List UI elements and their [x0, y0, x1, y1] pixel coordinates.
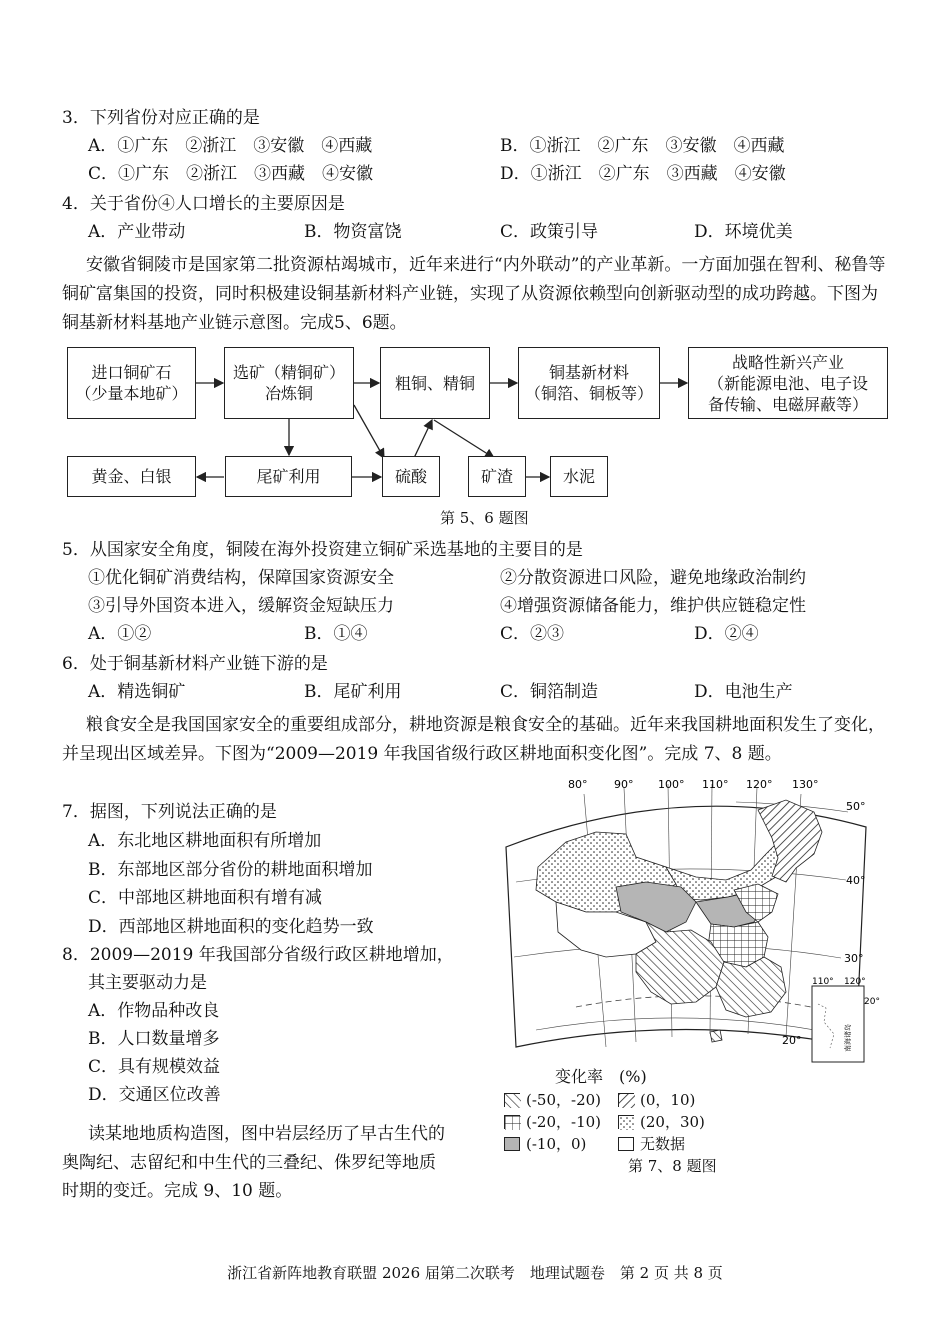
legend-item-neg50 [504, 1089, 601, 1110]
q5-option-a: A．①② [88, 624, 152, 644]
q8-option-d: D．交通区位改善 [88, 1085, 221, 1105]
passage-geology-line1: 读某地地质构造图，图中岩层经历了早古生代的 [88, 1124, 445, 1144]
legend-label-neg50: (-50，-20) [526, 1091, 602, 1109]
lat-label-50: 50° [846, 800, 866, 813]
q4-option-a: A．产业带动 [88, 222, 186, 242]
q7-option-d: D．西部地区耕地面积的变化趋势一致 [88, 917, 374, 937]
lon-label-80: 80° [568, 778, 588, 791]
q4-option-d: D．环境优美 [694, 222, 793, 242]
q7-option-a: A．东北地区耕地面积有所增加 [88, 831, 322, 851]
inset-lon-110: 110° [812, 977, 834, 987]
box-import-ore: 进口铜矿石 （少量本地矿） [67, 347, 196, 419]
legend-item-neg10 [504, 1133, 586, 1154]
legend-title: 变化率 (%) [555, 1067, 647, 1086]
legend-label-neg20: (-20，-10) [526, 1113, 602, 1131]
inset-label: 南海诸岛 [844, 1024, 852, 1052]
q7-stem: 7．据图，下列说法正确的是 [62, 802, 277, 822]
legend-item-neg20 [504, 1111, 601, 1132]
south-sea-inset [812, 986, 864, 1062]
q3-option-d: D．①浙江 ②广东 ③西藏 ④安徽 [500, 164, 786, 184]
legend-swatch-grid [504, 1115, 520, 1129]
flowchart-arrows [0, 0, 950, 510]
q5-item-3: ③引导外国资本进入，缓解资金短缺压力 [88, 596, 394, 616]
q4-stem: 4．关于省份④人口增长的主要原因是 [62, 194, 345, 214]
legend-swatch-dots [618, 1115, 634, 1129]
passage-farmland: 粮食安全是我国国家安全的重要组成部分，耕地资源是粮食安全的基础。近年来我国耕地面积发生了变化，并呈现出区域差异。下图为“2009—2019 年我国省级行政区耕地面积变化图”。完成 7、8 题。 [62, 715, 885, 764]
q6-stem: 6．处于铜基新材料产业链下游的是 [62, 654, 328, 674]
legend-item-20-30 [618, 1111, 705, 1132]
q8-option-b: B．人口数量增多 [88, 1029, 220, 1049]
lat-label-30: 30° [844, 952, 864, 965]
q4-option-c: C．政策引导 [500, 222, 599, 242]
farmland-change-map [496, 772, 880, 1068]
q3-option-c: C．①广东 ②浙江 ③西藏 ④安徽 [88, 164, 374, 184]
q5-stem: 5．从国家安全角度，铜陵在海外投资建立铜矿采选基地的主要目的是 [62, 540, 583, 560]
lat-label-20: 20° [782, 1034, 802, 1047]
legend-swatch-gray [504, 1137, 520, 1151]
box-tailings: 尾矿利用 [225, 456, 352, 497]
q8-option-c: C．具有规模效益 [88, 1057, 221, 1077]
legend-label-neg10: (-10，0) [526, 1135, 587, 1153]
inset-lat-20: 20° [864, 997, 880, 1007]
q8-option-a: A．作物品种改良 [88, 1001, 220, 1021]
box-strategic-industry: 战略性新兴产业 （新能源电池、电子设 备传输、电磁屏蔽等） [688, 347, 888, 419]
q6-option-c: C．铜箔制造 [500, 682, 599, 702]
q5-item-2: ②分散资源进口风险，避免地缘政治制约 [500, 568, 806, 588]
q7-option-b: B．东部地区部分省份的耕地面积增加 [88, 860, 373, 880]
q3-stem: 3．下列省份对应正确的是 [62, 108, 260, 128]
box-refined-copper: 粗铜、精铜 [380, 347, 490, 419]
legend-swatch-blank [618, 1137, 634, 1151]
arrow-acid-refined [414, 420, 432, 458]
q6-option-d: D．电池生产 [694, 682, 793, 702]
q6-option-a: A．精选铜矿 [88, 682, 186, 702]
passage-geology-line2: 奥陶纪、志留纪和中生代的三叠纪、侏罗纪等地质 [62, 1153, 436, 1173]
inset-lon-120: 120° [844, 977, 866, 987]
box-gold-silver: 黄金、白银 [67, 456, 196, 497]
q7-option-c: C．中部地区耕地面积有增有减 [88, 888, 323, 908]
q5-option-d: D．②④ [694, 624, 759, 644]
lon-label-110: 110° [702, 778, 729, 791]
q3-option-b: B．①浙江 ②广东 ③安徽 ④西藏 [500, 136, 785, 156]
q5-item-1: ①优化铜矿消费结构，保障国家资源安全 [88, 568, 394, 588]
q4-option-b: B．物资富饶 [304, 222, 402, 242]
lon-label-130: 130° [792, 778, 819, 791]
box-slag: 矿渣 [468, 456, 526, 497]
lat-label-40: 40° [846, 874, 866, 887]
passage-copper: 安徽省铜陵市是国家第二批资源枯竭城市，近年来进行“内外联动”的产业革新。一方面加强在智利、秘鲁等铜矿富集国的投资，同时积极建设铜基新材料产业链，实现了从资源依赖型向创新驱动型的成功跨越。下图为铜基新材料基地产业链示意图。完成5、6题。 [62, 255, 886, 333]
box-cement: 水泥 [550, 456, 608, 497]
legend-label-no-data: 无数据 [640, 1135, 686, 1153]
q8-stem-line1: 8．2009—2019 年我国部分省级行政区耕地增加， [62, 945, 454, 965]
map-region-east [716, 957, 786, 1017]
q8-stem-line2: 其主要驱动力是 [88, 973, 207, 993]
legend-label-0-10: (0，10) [640, 1091, 696, 1109]
legend-item-no-data [618, 1133, 685, 1154]
q5-option-c: C．②③ [500, 624, 565, 644]
passage-geology-line3: 时期的变迁。完成 9、10 题。 [62, 1181, 293, 1201]
legend-swatch-fwd-hatch [618, 1093, 634, 1107]
lon-label-100: 100° [658, 778, 685, 791]
box-copper-material: 铜基新材料 （铜箔、铜板等） [518, 347, 660, 419]
box-sulfuric-acid: 硫酸 [382, 456, 440, 497]
lon-label-120: 120° [746, 778, 773, 791]
map-region-hainan [710, 1030, 722, 1042]
page-footer: 浙江省新阵地教育联盟 2026 届第二次联考 地理试题卷 第 2 页 共 8 页 [227, 1264, 723, 1282]
q5-option-b: B．①④ [304, 624, 368, 644]
map-caption: 第 7、8 题图 [628, 1157, 717, 1175]
flowchart-caption: 第 5、6 题图 [440, 509, 529, 527]
legend-item-0-10 [618, 1089, 695, 1110]
box-dressing-smelting: 选矿（精铜矿） 冶炼铜 [224, 347, 354, 419]
arrow-refined-slag [434, 420, 494, 458]
q5-item-4: ④增强资源储备能力，维护供应链稳定性 [500, 596, 806, 616]
lon-label-90: 90° [614, 778, 634, 791]
q3-option-a: A．①广东 ②浙江 ③安徽 ④西藏 [88, 136, 373, 156]
q6-option-b: B．尾矿利用 [304, 682, 402, 702]
legend-swatch-back-hatch [504, 1093, 520, 1107]
legend-label-20-30: (20，30) [640, 1113, 705, 1131]
